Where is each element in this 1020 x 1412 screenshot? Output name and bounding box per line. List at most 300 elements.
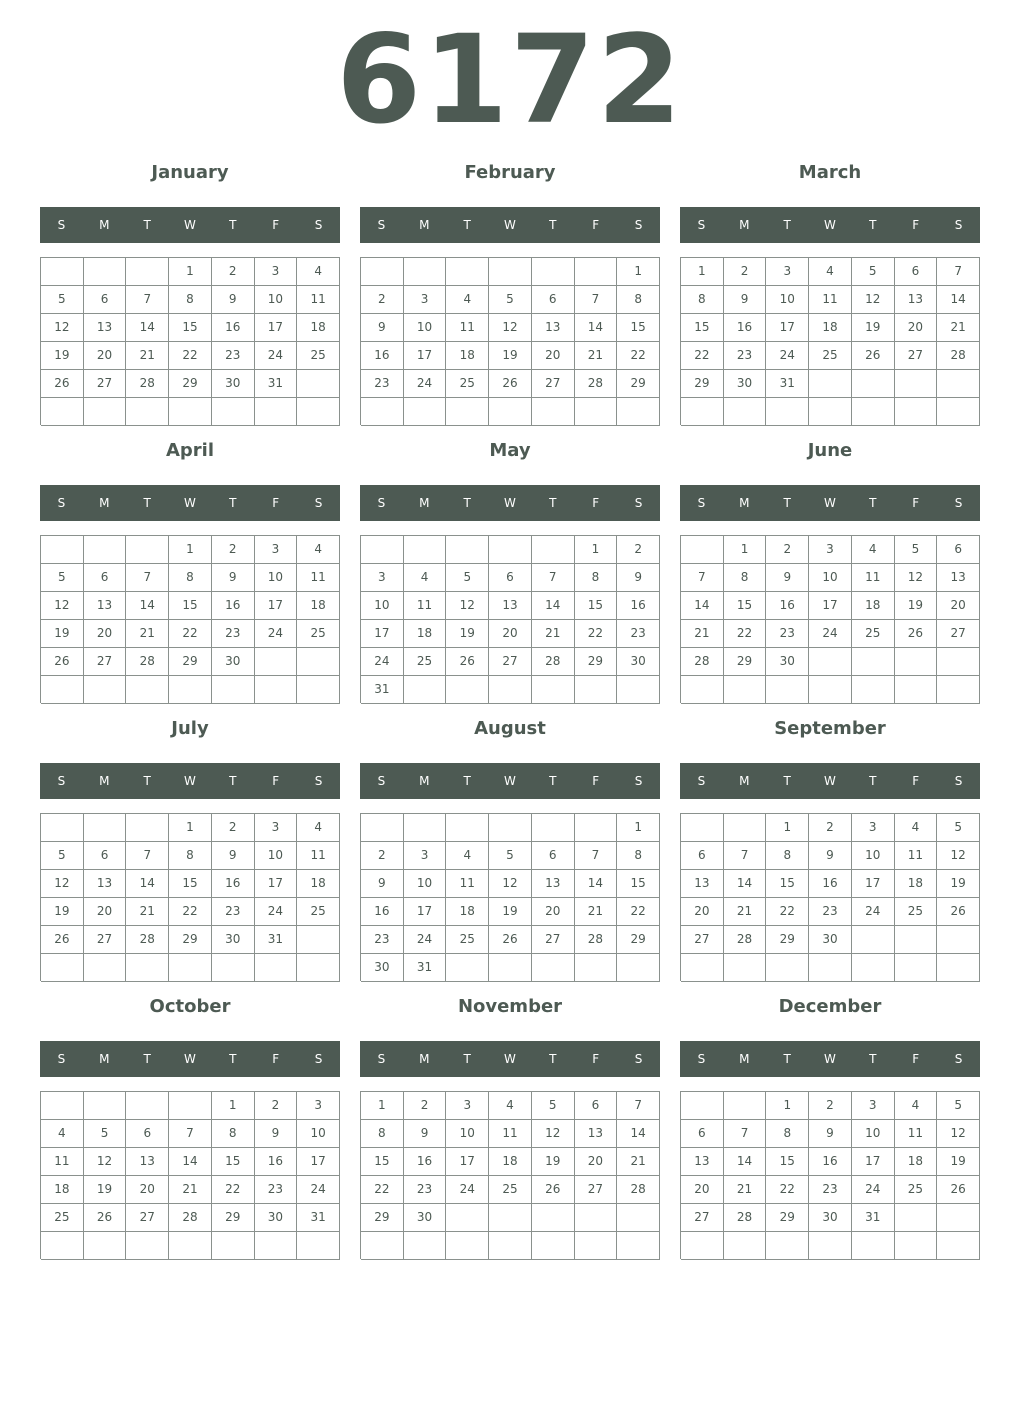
weekday-header — [360, 763, 660, 799]
day-cell: 6 — [681, 842, 724, 870]
weekday-header — [360, 485, 660, 521]
empty-day-cell — [41, 536, 84, 564]
day-cell: 9 — [212, 564, 255, 592]
day-cell: 23 — [212, 342, 255, 370]
weekday-label: S — [57, 1052, 66, 1066]
day-cell: 26 — [41, 370, 84, 398]
day-cell: 7 — [724, 1120, 767, 1148]
day-cell: 1 — [361, 1092, 404, 1120]
day-cell: 18 — [41, 1176, 84, 1204]
day-cell: 17 — [852, 870, 895, 898]
day-cell: 26 — [489, 370, 532, 398]
day-cell: 24 — [766, 342, 809, 370]
empty-day-cell — [446, 1204, 489, 1232]
weekday-label: S — [954, 774, 963, 788]
day-cell: 26 — [41, 926, 84, 954]
empty-day-cell — [532, 676, 575, 704]
day-cell: 2 — [212, 258, 255, 286]
day-cell: 15 — [361, 1148, 404, 1176]
day-cell: 20 — [532, 342, 575, 370]
empty-day-cell — [681, 676, 724, 704]
weekday-label: W — [824, 496, 836, 510]
weekday-label: W — [504, 774, 516, 788]
day-cell: 30 — [766, 648, 809, 676]
weekday-label: F — [912, 1052, 920, 1066]
weekday-label: S — [314, 218, 323, 232]
day-cell: 22 — [617, 342, 660, 370]
empty-day-cell — [575, 954, 618, 982]
day-cell: 20 — [84, 620, 127, 648]
day-cell: 26 — [937, 898, 980, 926]
day-cell: 7 — [532, 564, 575, 592]
day-cell: 2 — [255, 1092, 298, 1120]
day-cell: 27 — [532, 370, 575, 398]
empty-day-cell — [575, 1232, 618, 1260]
empty-day-cell — [852, 954, 895, 982]
empty-day-cell — [297, 398, 340, 426]
empty-day-cell — [937, 648, 980, 676]
day-cell: 4 — [895, 814, 938, 842]
month-name: January — [151, 162, 229, 183]
day-cell: 29 — [169, 370, 212, 398]
weekday-label: W — [184, 1052, 196, 1066]
day-cell: 13 — [84, 870, 127, 898]
day-cell: 12 — [41, 314, 84, 342]
day-cell: 18 — [297, 314, 340, 342]
empty-day-cell — [255, 1232, 298, 1260]
empty-day-cell — [84, 258, 127, 286]
empty-day-cell — [489, 814, 532, 842]
day-cell: 24 — [255, 898, 298, 926]
empty-day-cell — [126, 398, 169, 426]
day-cell: 16 — [212, 592, 255, 620]
weekday-label: T — [549, 496, 557, 510]
day-cell: 5 — [41, 842, 84, 870]
day-cell: 7 — [724, 842, 767, 870]
weekday-label: M — [739, 496, 750, 510]
day-cell: 10 — [255, 286, 298, 314]
day-cell: 2 — [361, 842, 404, 870]
days-grid — [360, 257, 660, 425]
empty-day-cell — [575, 258, 618, 286]
day-cell: 8 — [169, 286, 212, 314]
day-cell: 1 — [766, 1092, 809, 1120]
day-cell: 24 — [852, 1176, 895, 1204]
empty-day-cell — [852, 1232, 895, 1260]
day-cell: 1 — [724, 536, 767, 564]
day-cell: 22 — [169, 620, 212, 648]
empty-day-cell — [809, 1232, 852, 1260]
day-cell: 21 — [937, 314, 980, 342]
day-cell: 14 — [617, 1120, 660, 1148]
empty-day-cell — [937, 954, 980, 982]
empty-day-cell — [489, 954, 532, 982]
day-cell: 16 — [766, 592, 809, 620]
day-cell: 16 — [404, 1148, 447, 1176]
day-cell: 4 — [297, 814, 340, 842]
day-cell: 21 — [724, 1176, 767, 1204]
day-cell: 13 — [489, 592, 532, 620]
day-cell: 10 — [852, 842, 895, 870]
day-cell: 20 — [84, 898, 127, 926]
day-cell: 29 — [617, 370, 660, 398]
empty-day-cell — [446, 536, 489, 564]
day-cell: 6 — [895, 258, 938, 286]
empty-day-cell — [126, 676, 169, 704]
day-cell: 30 — [617, 648, 660, 676]
day-cell: 27 — [84, 926, 127, 954]
empty-day-cell — [724, 954, 767, 982]
day-cell: 28 — [724, 1204, 767, 1232]
weekday-header — [360, 207, 660, 243]
day-cell: 19 — [937, 870, 980, 898]
day-cell: 29 — [724, 648, 767, 676]
month-october — [40, 989, 340, 1267]
day-cell: 29 — [212, 1204, 255, 1232]
empty-day-cell — [255, 676, 298, 704]
day-cell: 31 — [297, 1204, 340, 1232]
day-cell: 12 — [895, 564, 938, 592]
month-february — [360, 155, 660, 433]
day-cell: 24 — [255, 620, 298, 648]
day-cell: 23 — [766, 620, 809, 648]
day-cell: 20 — [681, 898, 724, 926]
empty-day-cell — [84, 1232, 127, 1260]
day-cell: 23 — [809, 1176, 852, 1204]
weekday-label: M — [739, 774, 750, 788]
day-cell: 2 — [809, 814, 852, 842]
month-name: February — [464, 162, 556, 183]
empty-day-cell — [297, 370, 340, 398]
day-cell: 16 — [255, 1148, 298, 1176]
day-cell: 25 — [809, 342, 852, 370]
day-cell: 22 — [169, 898, 212, 926]
weekday-label: M — [419, 1052, 430, 1066]
day-cell: 17 — [766, 314, 809, 342]
empty-day-cell — [724, 814, 767, 842]
day-cell: 31 — [255, 926, 298, 954]
empty-day-cell — [212, 398, 255, 426]
day-cell: 10 — [766, 286, 809, 314]
day-cell: 21 — [575, 898, 618, 926]
weekday-label: T — [463, 1052, 471, 1066]
day-cell: 16 — [212, 870, 255, 898]
month-august — [360, 711, 660, 989]
weekday-label: T — [229, 218, 237, 232]
weekday-label: S — [697, 1052, 706, 1066]
day-cell: 9 — [617, 564, 660, 592]
days-grid — [680, 257, 980, 425]
days-grid — [40, 257, 340, 425]
days-grid — [360, 535, 660, 703]
day-cell: 7 — [126, 564, 169, 592]
day-cell: 3 — [404, 842, 447, 870]
day-cell: 14 — [724, 1148, 767, 1176]
day-cell: 3 — [255, 814, 298, 842]
empty-day-cell — [681, 536, 724, 564]
month-december — [680, 989, 980, 1267]
day-cell: 19 — [41, 342, 84, 370]
day-cell: 28 — [681, 648, 724, 676]
weekday-label: F — [272, 1052, 280, 1066]
empty-day-cell — [852, 676, 895, 704]
day-cell: 4 — [404, 564, 447, 592]
day-cell: 29 — [681, 370, 724, 398]
day-cell: 30 — [212, 926, 255, 954]
day-cell: 13 — [681, 1148, 724, 1176]
day-cell: 15 — [575, 592, 618, 620]
day-cell: 20 — [489, 620, 532, 648]
empty-day-cell — [895, 370, 938, 398]
empty-day-cell — [126, 954, 169, 982]
day-cell: 6 — [575, 1092, 618, 1120]
empty-day-cell — [681, 1232, 724, 1260]
day-cell: 11 — [895, 842, 938, 870]
day-cell: 12 — [489, 314, 532, 342]
weekday-label: S — [954, 218, 963, 232]
day-cell: 14 — [724, 870, 767, 898]
day-cell: 27 — [84, 648, 127, 676]
empty-day-cell — [532, 814, 575, 842]
weekday-label: T — [869, 496, 877, 510]
day-cell: 2 — [766, 536, 809, 564]
empty-day-cell — [575, 398, 618, 426]
empty-day-cell — [809, 676, 852, 704]
day-cell: 6 — [532, 286, 575, 314]
weekday-label: T — [229, 496, 237, 510]
weekday-label: F — [272, 496, 280, 510]
day-cell: 19 — [532, 1148, 575, 1176]
empty-day-cell — [41, 258, 84, 286]
day-cell: 10 — [361, 592, 404, 620]
empty-day-cell — [41, 1092, 84, 1120]
empty-day-cell — [532, 954, 575, 982]
empty-day-cell — [169, 398, 212, 426]
day-cell: 17 — [446, 1148, 489, 1176]
day-cell: 4 — [297, 536, 340, 564]
weekday-header — [40, 207, 340, 243]
weekday-label: T — [783, 218, 791, 232]
day-cell: 16 — [724, 314, 767, 342]
day-cell: 4 — [297, 258, 340, 286]
empty-day-cell — [169, 954, 212, 982]
day-cell: 29 — [766, 1204, 809, 1232]
month-july — [40, 711, 340, 989]
day-cell: 20 — [126, 1176, 169, 1204]
month-name: December — [778, 996, 882, 1017]
weekday-label: M — [419, 774, 430, 788]
day-cell: 21 — [126, 620, 169, 648]
day-cell: 21 — [575, 342, 618, 370]
day-cell: 28 — [532, 648, 575, 676]
empty-day-cell — [446, 1232, 489, 1260]
days-grid — [40, 813, 340, 981]
day-cell: 6 — [84, 286, 127, 314]
weekday-label: W — [504, 496, 516, 510]
empty-day-cell — [937, 676, 980, 704]
day-cell: 8 — [169, 564, 212, 592]
day-cell: 23 — [361, 370, 404, 398]
day-cell: 12 — [41, 870, 84, 898]
empty-day-cell — [212, 954, 255, 982]
weekday-label: F — [272, 218, 280, 232]
day-cell: 12 — [41, 592, 84, 620]
weekday-label: F — [912, 218, 920, 232]
month-november — [360, 989, 660, 1267]
day-cell: 26 — [84, 1204, 127, 1232]
empty-day-cell — [489, 398, 532, 426]
day-cell: 8 — [575, 564, 618, 592]
weekday-label: T — [229, 774, 237, 788]
day-cell: 22 — [169, 342, 212, 370]
day-cell: 26 — [489, 926, 532, 954]
empty-day-cell — [681, 954, 724, 982]
day-cell: 21 — [532, 620, 575, 648]
day-cell: 19 — [489, 898, 532, 926]
weekday-label: W — [824, 1052, 836, 1066]
empty-day-cell — [297, 648, 340, 676]
empty-day-cell — [41, 398, 84, 426]
day-cell: 7 — [617, 1092, 660, 1120]
day-cell: 29 — [169, 648, 212, 676]
day-cell: 1 — [617, 814, 660, 842]
day-cell: 30 — [255, 1204, 298, 1232]
day-cell: 18 — [446, 898, 489, 926]
empty-day-cell — [617, 398, 660, 426]
empty-day-cell — [84, 676, 127, 704]
weekday-label: F — [912, 496, 920, 510]
day-cell: 9 — [212, 842, 255, 870]
empty-day-cell — [84, 814, 127, 842]
year-title: 6172 — [336, 9, 684, 151]
day-cell: 20 — [84, 342, 127, 370]
day-cell: 15 — [212, 1148, 255, 1176]
month-name: March — [798, 162, 862, 183]
month-march — [680, 155, 980, 433]
day-cell: 1 — [169, 536, 212, 564]
empty-day-cell — [489, 536, 532, 564]
days-grid — [680, 1091, 980, 1259]
day-cell: 22 — [681, 342, 724, 370]
empty-day-cell — [809, 370, 852, 398]
day-cell: 17 — [809, 592, 852, 620]
weekday-label: F — [592, 496, 600, 510]
day-cell: 2 — [212, 814, 255, 842]
day-cell: 5 — [852, 258, 895, 286]
month-name: August — [474, 718, 546, 739]
day-cell: 18 — [297, 870, 340, 898]
day-cell: 15 — [724, 592, 767, 620]
day-cell: 24 — [255, 342, 298, 370]
day-cell: 2 — [212, 536, 255, 564]
weekday-label: T — [143, 218, 151, 232]
day-cell: 12 — [937, 842, 980, 870]
day-cell: 11 — [297, 286, 340, 314]
day-cell: 8 — [212, 1120, 255, 1148]
day-cell: 6 — [126, 1120, 169, 1148]
weekday-label: W — [504, 218, 516, 232]
empty-day-cell — [297, 954, 340, 982]
day-cell: 24 — [446, 1176, 489, 1204]
weekday-label: S — [697, 218, 706, 232]
day-cell: 20 — [895, 314, 938, 342]
day-cell: 18 — [404, 620, 447, 648]
month-name: October — [149, 996, 231, 1017]
weekday-header — [40, 763, 340, 799]
day-cell: 25 — [404, 648, 447, 676]
empty-day-cell — [84, 1092, 127, 1120]
empty-day-cell — [617, 1204, 660, 1232]
day-cell: 28 — [126, 370, 169, 398]
empty-day-cell — [852, 926, 895, 954]
day-cell: 8 — [617, 286, 660, 314]
day-cell: 8 — [617, 842, 660, 870]
day-cell: 17 — [255, 870, 298, 898]
empty-day-cell — [895, 676, 938, 704]
day-cell: 16 — [361, 898, 404, 926]
day-cell: 19 — [41, 898, 84, 926]
day-cell: 8 — [681, 286, 724, 314]
empty-day-cell — [404, 258, 447, 286]
weekday-label: F — [912, 774, 920, 788]
weekday-label: W — [184, 218, 196, 232]
empty-day-cell — [41, 676, 84, 704]
day-cell: 15 — [169, 314, 212, 342]
day-cell: 19 — [84, 1176, 127, 1204]
day-cell: 13 — [84, 592, 127, 620]
day-cell: 13 — [532, 870, 575, 898]
day-cell: 14 — [126, 870, 169, 898]
weekday-label: T — [463, 218, 471, 232]
day-cell: 31 — [852, 1204, 895, 1232]
empty-day-cell — [489, 1232, 532, 1260]
day-cell: 3 — [255, 536, 298, 564]
empty-day-cell — [361, 814, 404, 842]
weekday-header — [40, 485, 340, 521]
day-cell: 4 — [489, 1092, 532, 1120]
day-cell: 26 — [446, 648, 489, 676]
day-cell: 13 — [895, 286, 938, 314]
empty-day-cell — [937, 370, 980, 398]
day-cell: 18 — [852, 592, 895, 620]
empty-day-cell — [446, 676, 489, 704]
empty-day-cell — [361, 398, 404, 426]
empty-day-cell — [724, 1232, 767, 1260]
empty-day-cell — [84, 954, 127, 982]
day-cell: 14 — [575, 314, 618, 342]
day-cell: 21 — [169, 1176, 212, 1204]
day-cell: 25 — [41, 1204, 84, 1232]
empty-day-cell — [937, 926, 980, 954]
month-june — [680, 433, 980, 711]
day-cell: 4 — [809, 258, 852, 286]
day-cell: 12 — [937, 1120, 980, 1148]
day-cell: 5 — [895, 536, 938, 564]
day-cell: 31 — [404, 954, 447, 982]
day-cell: 19 — [937, 1148, 980, 1176]
day-cell: 19 — [852, 314, 895, 342]
months-grid — [40, 155, 980, 1267]
day-cell: 16 — [809, 1148, 852, 1176]
day-cell: 27 — [937, 620, 980, 648]
weekday-label: T — [143, 496, 151, 510]
day-cell: 6 — [84, 842, 127, 870]
day-cell: 29 — [617, 926, 660, 954]
day-cell: 7 — [937, 258, 980, 286]
day-cell: 6 — [489, 564, 532, 592]
empty-day-cell — [895, 648, 938, 676]
day-cell: 23 — [361, 926, 404, 954]
